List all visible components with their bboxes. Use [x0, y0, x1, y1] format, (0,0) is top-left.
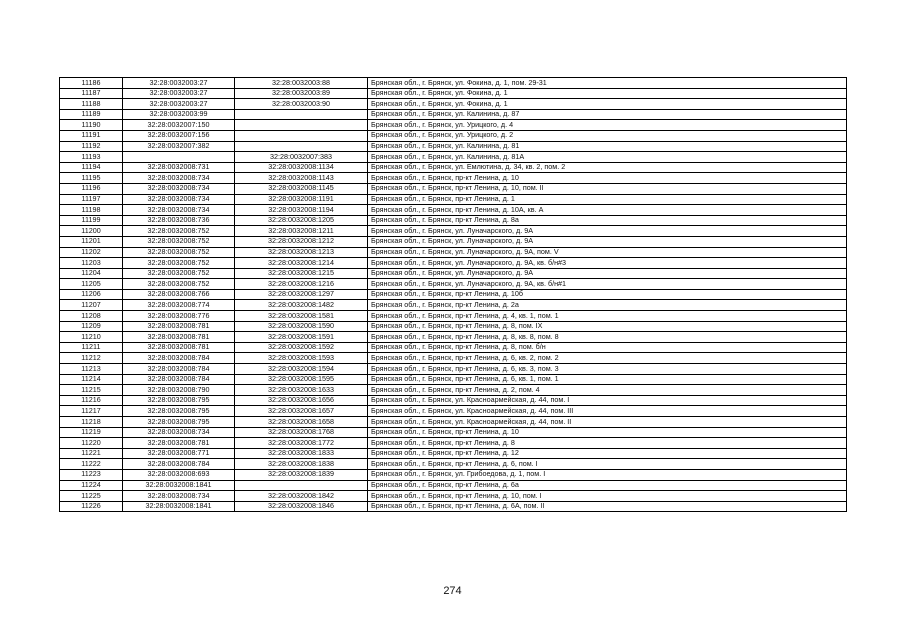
address-cell: Брянская обл., г. Брянск, пр-кт Ленина, д. 2а [368, 300, 847, 311]
parent-cadastral-number-cell: 32:28:0032008:734 [123, 173, 235, 184]
table-row [60, 342, 847, 353]
address-cell: Брянская обл., г. Брянск, ул. Калинина, д. 81 [368, 141, 847, 152]
table-row [60, 152, 847, 163]
row-number-cell: 11204 [60, 268, 123, 279]
address-cell: Брянская обл., г. Брянск, ул. Фокина, д. 1 [368, 99, 847, 110]
table-row [60, 332, 847, 343]
cadastral-number-cell: 32:28:0032008:1212 [235, 236, 368, 247]
row-number-cell: 11226 [60, 501, 123, 512]
parent-cadastral-number-cell: 32:28:0032008:784 [123, 459, 235, 470]
cadastral-number-cell: 32:28:0032008:1633 [235, 385, 368, 396]
cadastral-number-cell: 32:28:0032008:1656 [235, 395, 368, 406]
parent-cadastral-number-cell: 32:28:0032008:795 [123, 395, 235, 406]
cadastral-number-cell: 32:28:0032008:1211 [235, 226, 368, 237]
address-cell: Брянская обл., г. Брянск, пр-кт Ленина, д. 6, кв. 2, пом. 2 [368, 353, 847, 364]
cadastral-number-cell: 32:28:0032008:1838 [235, 459, 368, 470]
parent-cadastral-number-cell: 32:28:0032007:150 [123, 120, 235, 131]
address-cell: Брянская обл., г. Брянск, пр-кт Ленина, д. 10, пом. I [368, 491, 847, 502]
address-cell: Брянская обл., г. Брянск, пр-кт Ленина, д. 8, пом. IX [368, 321, 847, 332]
address-cell: Брянская обл., г. Брянск, ул. Луначарского, д. 9А, пом. V [368, 247, 847, 258]
cadastral-number-cell: 32:28:0032008:1581 [235, 311, 368, 322]
parent-cadastral-number-cell: 32:28:0032008:795 [123, 406, 235, 417]
cadastral-number-cell: 32:28:0032008:1592 [235, 342, 368, 353]
address-cell: Брянская обл., г. Брянск, пр-кт Ленина, д. 6, кв. 1, пом. 1 [368, 374, 847, 385]
row-number-cell: 11219 [60, 427, 123, 438]
parent-cadastral-number-cell: 32:28:0032008:734 [123, 194, 235, 205]
address-cell: Брянская обл., г. Брянск, ул. Емлютина, д. 34, кв. 2, пом. 2 [368, 162, 847, 173]
row-number-cell: 11224 [60, 480, 123, 491]
table-row [60, 427, 847, 438]
cadastral-number-cell: 32:28:0032008:1590 [235, 321, 368, 332]
address-cell: Брянская обл., г. Брянск, ул. Красноармейская, д. 44, пом. I [368, 395, 847, 406]
table-row [60, 236, 847, 247]
row-number-cell: 11216 [60, 395, 123, 406]
address-cell: Брянская обл., г. Брянск, пр-кт Ленина, д. 12 [368, 448, 847, 459]
cadastral-number-cell: 32:28:0032008:1482 [235, 300, 368, 311]
parent-cadastral-number-cell: 32:28:0032008:781 [123, 332, 235, 343]
table-row [60, 459, 847, 470]
parent-cadastral-number-cell: 32:28:0032008:734 [123, 427, 235, 438]
address-cell: Брянская обл., г. Брянск, ул. Урицкого, д. 2 [368, 130, 847, 141]
parent-cadastral-number-cell: 32:28:0032007:382 [123, 141, 235, 152]
table-row [60, 480, 847, 491]
parent-cadastral-number-cell: 32:28:0032003:99 [123, 109, 235, 120]
address-cell: Брянская обл., г. Брянск, пр-кт Ленина, д. 1 [368, 194, 847, 205]
row-number-cell: 11217 [60, 406, 123, 417]
row-number-cell: 11213 [60, 364, 123, 375]
parent-cadastral-number-cell: 32:28:0032008:736 [123, 215, 235, 226]
parent-cadastral-number-cell: 32:28:0032008:734 [123, 183, 235, 194]
row-number-cell: 11195 [60, 173, 123, 184]
table-row [60, 173, 847, 184]
row-number-cell: 11191 [60, 130, 123, 141]
row-number-cell: 11208 [60, 311, 123, 322]
table-row [60, 395, 847, 406]
row-number-cell: 11198 [60, 205, 123, 216]
table-row [60, 448, 847, 459]
table-row [60, 321, 847, 332]
address-cell: Брянская обл., г. Брянск, пр-кт Ленина, д. 4, кв. 1, пом. 1 [368, 311, 847, 322]
parent-cadastral-number-cell: 32:28:0032007:156 [123, 130, 235, 141]
row-number-cell: 11211 [60, 342, 123, 353]
parent-cadastral-number-cell: 32:28:0032008:693 [123, 469, 235, 480]
address-cell: Брянская обл., г. Брянск, ул. Луначарского, д. 9А [368, 268, 847, 279]
parent-cadastral-number-cell: 32:28:0032003:27 [123, 88, 235, 99]
parent-cadastral-number-cell: 32:28:0032008:776 [123, 311, 235, 322]
table-row [60, 289, 847, 300]
row-number-cell: 11189 [60, 109, 123, 120]
row-number-cell: 11225 [60, 491, 123, 502]
address-cell: Брянская обл., г. Брянск, ул. Красноармейская, д. 44, пом. III [368, 406, 847, 417]
table-row [60, 226, 847, 237]
parent-cadastral-number-cell: 32:28:0032008:734 [123, 491, 235, 502]
row-number-cell: 11207 [60, 300, 123, 311]
table-row [60, 194, 847, 205]
parent-cadastral-number-cell: 32:28:0032008:766 [123, 289, 235, 300]
address-cell: Брянская обл., г. Брянск, пр-кт Ленина, д. 10 [368, 427, 847, 438]
address-cell: Брянская обл., г. Брянск, пр-кт Ленина, д. 10А, кв. А [368, 205, 847, 216]
row-number-cell: 11187 [60, 88, 123, 99]
address-cell: Брянская обл., г. Брянск, пр-кт Ленина, д. 10б [368, 289, 847, 300]
row-number-cell: 11192 [60, 141, 123, 152]
table-row [60, 300, 847, 311]
table-row [60, 183, 847, 194]
table-row [60, 141, 847, 152]
cadastral-number-cell: 32:28:0032008:1772 [235, 438, 368, 449]
parent-cadastral-number-cell: 32:28:0032003:27 [123, 99, 235, 110]
parent-cadastral-number-cell: 32:28:0032008:752 [123, 236, 235, 247]
table-row [60, 109, 847, 120]
parent-cadastral-number-cell: 32:28:0032003:27 [123, 78, 235, 89]
parent-cadastral-number-cell: 32:28:0032008:781 [123, 321, 235, 332]
cadastral-number-cell: 32:28:0032008:1214 [235, 258, 368, 269]
address-cell: Брянская обл., г. Брянск, пр-кт Ленина, д. 10, пом. II [368, 183, 847, 194]
table-row [60, 99, 847, 110]
cadastral-number-cell: 32:28:0032008:1194 [235, 205, 368, 216]
parent-cadastral-number-cell: 32:28:0032008:784 [123, 353, 235, 364]
cadastral-number-cell: 32:28:0032008:1205 [235, 215, 368, 226]
cadastral-number-cell: 32:28:0032008:1191 [235, 194, 368, 205]
cadastral-number-cell: 32:28:0032008:1842 [235, 491, 368, 502]
parent-cadastral-number-cell: 32:28:0032008:752 [123, 258, 235, 269]
table-row [60, 279, 847, 290]
row-number-cell: 11193 [60, 152, 123, 163]
parent-cadastral-number-cell: 32:28:0032008:752 [123, 247, 235, 258]
cadastral-number-cell: 32:28:0032008:1134 [235, 162, 368, 173]
address-cell: Брянская обл., г. Брянск, ул. Луначарского, д. 9А, кв. б/н#3 [368, 258, 847, 269]
row-number-cell: 11215 [60, 385, 123, 396]
cadastral-number-cell [235, 480, 368, 491]
cadastral-number-cell: 32:28:0032007:383 [235, 152, 368, 163]
row-number-cell: 11205 [60, 279, 123, 290]
table-row [60, 268, 847, 279]
parent-cadastral-number-cell: 32:28:0032008:752 [123, 279, 235, 290]
cadastral-number-cell: 32:28:0032008:1591 [235, 332, 368, 343]
table-row [60, 364, 847, 375]
address-cell: Брянская обл., г. Брянск, пр-кт Ленина, д. 8, пом. б/н [368, 342, 847, 353]
row-number-cell: 11203 [60, 258, 123, 269]
row-number-cell: 11210 [60, 332, 123, 343]
address-cell: Брянская обл., г. Брянск, ул. Красноармейская, д. 44, пом. II [368, 417, 847, 428]
parent-cadastral-number-cell: 32:28:0032008:774 [123, 300, 235, 311]
parent-cadastral-number-cell: 32:28:0032008:784 [123, 374, 235, 385]
cadastral-number-cell: 32:28:0032008:1595 [235, 374, 368, 385]
table-row [60, 469, 847, 480]
parent-cadastral-number-cell: 32:28:0032008:1841 [123, 501, 235, 512]
table-row [60, 406, 847, 417]
parent-cadastral-number-cell: 32:28:0032008:781 [123, 438, 235, 449]
cadastral-number-cell: 32:28:0032003:89 [235, 88, 368, 99]
address-cell: Брянская обл., г. Брянск, ул. Фокина, д. 1, пом. 29-31 [368, 78, 847, 89]
row-number-cell: 11221 [60, 448, 123, 459]
row-number-cell: 11202 [60, 247, 123, 258]
row-number-cell: 11218 [60, 417, 123, 428]
row-number-cell: 11197 [60, 194, 123, 205]
address-cell: Брянская обл., г. Брянск, пр-кт Ленина, д. 6А, пом. II [368, 501, 847, 512]
table-row [60, 130, 847, 141]
parent-cadastral-number-cell: 32:28:0032008:771 [123, 448, 235, 459]
row-number-cell: 11199 [60, 215, 123, 226]
parent-cadastral-number-cell: 32:28:0032008:790 [123, 385, 235, 396]
registry-table [59, 77, 847, 512]
parent-cadastral-number-cell: 32:28:0032008:795 [123, 417, 235, 428]
cadastral-number-cell: 32:28:0032008:1593 [235, 353, 368, 364]
page-number: 274 [443, 585, 462, 597]
cadastral-number-cell: 32:28:0032008:1846 [235, 501, 368, 512]
cadastral-number-cell: 32:28:0032008:1215 [235, 268, 368, 279]
address-cell: Брянская обл., г. Брянск, пр-кт Ленина, д. 8, кв. 8, пом. 8 [368, 332, 847, 343]
row-number-cell: 11214 [60, 374, 123, 385]
table-row [60, 353, 847, 364]
address-cell: Брянская обл., г. Брянск, пр-кт Ленина, д. 8 [368, 438, 847, 449]
cadastral-number-cell: 32:28:0032008:1833 [235, 448, 368, 459]
cadastral-number-cell: 32:28:0032003:88 [235, 78, 368, 89]
cadastral-number-cell: 32:28:0032008:1213 [235, 247, 368, 258]
row-number-cell: 11212 [60, 353, 123, 364]
cadastral-number-cell [235, 141, 368, 152]
row-number-cell: 11201 [60, 236, 123, 247]
address-cell: Брянская обл., г. Брянск, пр-кт Ленина, д. 6а [368, 480, 847, 491]
cadastral-number-cell: 32:28:0032008:1143 [235, 173, 368, 184]
cadastral-number-cell [235, 130, 368, 141]
table-row [60, 205, 847, 216]
cadastral-number-cell: 32:28:0032008:1839 [235, 469, 368, 480]
cadastral-number-cell [235, 120, 368, 131]
row-number-cell: 11186 [60, 78, 123, 89]
address-cell: Брянская обл., г. Брянск, ул. Луначарского, д. 9А [368, 236, 847, 247]
address-cell: Брянская обл., г. Брянск, ул. Луначарского, д. 9А [368, 226, 847, 237]
table-row [60, 215, 847, 226]
row-number-cell: 11196 [60, 183, 123, 194]
row-number-cell: 11222 [60, 459, 123, 470]
table-row [60, 162, 847, 173]
address-cell: Брянская обл., г. Брянск, ул. Луначарского, д. 9А, кв. б/н#1 [368, 279, 847, 290]
cadastral-number-cell: 32:28:0032008:1657 [235, 406, 368, 417]
parent-cadastral-number-cell: 32:28:0032008:1841 [123, 480, 235, 491]
address-cell: Брянская обл., г. Брянск, пр-кт Ленина, д. 8а [368, 215, 847, 226]
address-cell: Брянская обл., г. Брянск, ул. Фокина, д. 1 [368, 88, 847, 99]
address-cell: Брянская обл., г. Брянск, пр-кт Ленина, д. 6, пом. I [368, 459, 847, 470]
address-cell: Брянская обл., г. Брянск, ул. Калинина, д. 81А [368, 152, 847, 163]
parent-cadastral-number-cell: 32:28:0032008:752 [123, 268, 235, 279]
address-cell: Брянская обл., г. Брянск, пр-кт Ленина, д. 6, кв. 3, пом. 3 [368, 364, 847, 375]
address-cell: Брянская обл., г. Брянск, пр-кт Ленина, д. 10 [368, 173, 847, 184]
cadastral-number-cell: 32:28:0032008:1658 [235, 417, 368, 428]
address-cell: Брянская обл., г. Брянск, ул. Грибоедова, д. 1, пом. I [368, 469, 847, 480]
table-row [60, 417, 847, 428]
table-row [60, 88, 847, 99]
parent-cadastral-number-cell: 32:28:0032008:784 [123, 364, 235, 375]
cadastral-number-cell: 32:28:0032003:90 [235, 99, 368, 110]
cadastral-number-cell [235, 109, 368, 120]
parent-cadastral-number-cell: 32:28:0032008:752 [123, 226, 235, 237]
row-number-cell: 11220 [60, 438, 123, 449]
parent-cadastral-number-cell [123, 152, 235, 163]
cadastral-number-cell: 32:28:0032008:1768 [235, 427, 368, 438]
address-cell: Брянская обл., г. Брянск, ул. Урицкого, д. 4 [368, 120, 847, 131]
row-number-cell: 11194 [60, 162, 123, 173]
cadastral-number-cell: 32:28:0032008:1594 [235, 364, 368, 375]
cadastral-number-cell: 32:28:0032008:1216 [235, 279, 368, 290]
cadastral-number-cell: 32:28:0032008:1297 [235, 289, 368, 300]
registry-table-body [60, 78, 847, 512]
row-number-cell: 11206 [60, 289, 123, 300]
table-row [60, 501, 847, 512]
table-row [60, 385, 847, 396]
address-cell: Брянская обл., г. Брянск, пр-кт Ленина, д. 2, пом. 4 [368, 385, 847, 396]
table-row [60, 311, 847, 322]
row-number-cell: 11188 [60, 99, 123, 110]
parent-cadastral-number-cell: 32:28:0032008:734 [123, 205, 235, 216]
table-row [60, 258, 847, 269]
table-row [60, 120, 847, 131]
cadastral-number-cell: 32:28:0032008:1145 [235, 183, 368, 194]
table-row [60, 438, 847, 449]
address-cell: Брянская обл., г. Брянск, ул. Калинина, д. 87 [368, 109, 847, 120]
parent-cadastral-number-cell: 32:28:0032008:731 [123, 162, 235, 173]
table-row [60, 491, 847, 502]
table-row [60, 78, 847, 89]
parent-cadastral-number-cell: 32:28:0032008:781 [123, 342, 235, 353]
row-number-cell: 11200 [60, 226, 123, 237]
row-number-cell: 11190 [60, 120, 123, 131]
table-row [60, 247, 847, 258]
table-row [60, 374, 847, 385]
row-number-cell: 11223 [60, 469, 123, 480]
row-number-cell: 11209 [60, 321, 123, 332]
